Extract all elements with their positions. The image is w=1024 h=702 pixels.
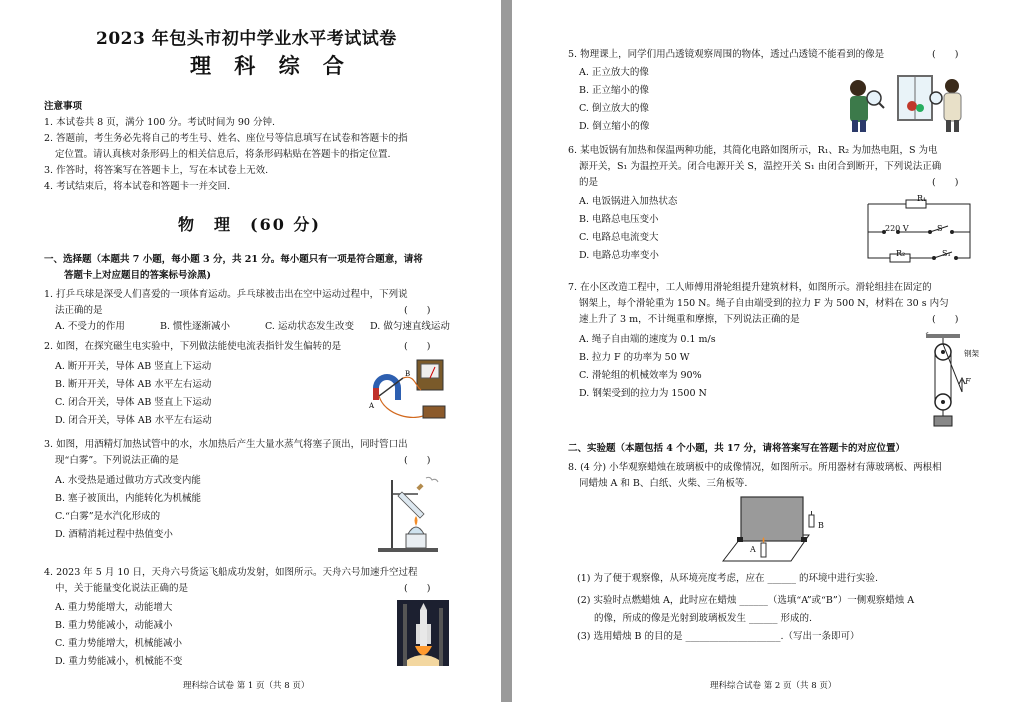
magnifier-figure	[840, 68, 976, 132]
part1-heading: 答题卡上对应题目的答案标号涂黑)	[64, 270, 211, 281]
test-tube-figure	[372, 474, 442, 554]
candle-a-label: A	[750, 545, 756, 554]
q1-option: B. 惯性逐渐减小	[160, 321, 231, 332]
q7-option: D. 钢架受到的拉力为 1500 N	[579, 388, 707, 399]
q3-option: D. 酒精消耗过程中热值变小	[55, 529, 173, 540]
svg-text:A: A	[369, 402, 375, 410]
q8-sub: 的像，所成的像是光射到玻璃板发生 ______ 形成的.	[594, 613, 813, 624]
q1-stem: 法正确的是	[55, 305, 103, 316]
q6-stem: 源开关，S₁ 为温控开关。闭合电源开关 S，温控开关 S₁ 由闭合到断开，下列说法正确	[579, 161, 942, 172]
q7-bracket: ( )	[932, 314, 959, 325]
svg-text:B: B	[405, 370, 411, 378]
q6-option: C. 电路总电流变大	[579, 232, 659, 243]
q5-stem: 5. 物理课上，同学们用凸透镜观察周围的物体，透过凸透镜不能看到的像是	[568, 49, 885, 60]
q3-stem: 现“白雾”。下列说法正确的是	[55, 455, 179, 466]
r2-label: R₂	[896, 249, 906, 258]
q6-stem: 6. 某电饭锅有加热和保温两种功能，其简化电路如图所示，R₁、R₂ 为加热电阻，S 为电	[568, 145, 938, 156]
q1-option: A. 不受力的作用	[55, 321, 125, 332]
q5-option: B. 正立缩小的像	[579, 85, 650, 96]
page-footer: 理科综合试卷 第 1 页（共 8 页）	[183, 681, 310, 691]
note-line: 3. 作答时，将答案写在答题卡上，写在本试卷上无效.	[44, 165, 269, 176]
notes-heading: 注意事项	[44, 101, 83, 112]
q1-option: C. 运动状态发生改变	[265, 321, 354, 332]
exam-page-1	[0, 0, 501, 702]
q3-option: B. 塞子被顶出，内能转化为机械能	[55, 493, 202, 504]
r1-label: R₁	[917, 194, 927, 203]
q3-stem: 3. 如图，用酒精灯加热试管中的水，水加热后产生大量水蒸气将塞子顶出，同时管口出	[44, 439, 408, 450]
q4-stem: 4. 2023 年 5 月 10 日，天舟六号货运飞船成功发射，如图所示。天舟六号加速升空过程	[44, 567, 418, 578]
q7-option: A. 绳子自由端的速度为 0.1 m/s	[579, 334, 716, 345]
q1-stem: 1. 打乒乓球是深受人们喜爱的一项体育运动。乒乓球被击出在空中运动过程中，下列说	[44, 289, 408, 300]
q7-stem: 速上升了 3 m，不计绳重和摩擦，下列说法正确的是	[579, 314, 800, 325]
frame-label: 钢架	[964, 349, 979, 358]
q8-stem: 8. (4 分) 小华观察蜡烛在玻璃板中的成像情况，如图所示。所用器材有薄玻璃板、两根相	[568, 462, 942, 473]
q5-option: C. 倒立放大的像	[579, 103, 649, 114]
candle-b-label: B	[818, 521, 824, 530]
q8-stem: 同蜡烛 A 和 B、白纸、火柴、三角板等.	[579, 478, 748, 489]
pulley-figure	[922, 332, 968, 428]
q4-option: C. 重力势能增大，机械能减小	[55, 638, 182, 649]
note-line: 2. 答题前，考生务必先将自己的考生号、姓名、座位号等信息填写在试卷和答题卡的指	[44, 133, 408, 144]
q4-option: D. 重力势能减小，机械能不变	[55, 656, 183, 667]
q6-bracket: ( )	[932, 177, 959, 188]
q8-sub: (2) 实验时点燃蜡烛 A，此时应在蜡烛 ______（选填“A”或“B”）一侧观察蜡烛 A	[577, 595, 915, 606]
q8-sub: (3) 选用蜡烛 B 的目的是 ____________________.（写出一条即可）	[577, 631, 860, 642]
note-line: 定位置。请认真核对条形码上的相关信息后，将条形码粘贴在答题卡的指定位置.	[55, 149, 391, 160]
q6-option: A. 电饭锅进入加热状态	[579, 196, 678, 207]
note-line: 1. 本试卷共 8 页，满分 100 分。考试时间为 90 分钟.	[44, 117, 275, 128]
force-label: F	[965, 377, 971, 386]
q1-bracket: ( )	[404, 305, 431, 316]
q6-option: B. 电路总电压变小	[579, 214, 659, 225]
q6-stem: 的是	[579, 177, 599, 188]
q4-stem: 中，关于能量变化说法正确的是	[55, 583, 189, 594]
magnet-circuit-figure	[365, 356, 455, 428]
q3-bracket: ( )	[404, 455, 431, 466]
q3-option: A. 水受热是通过做功方式改变内能	[55, 475, 201, 486]
exam-title: 2023 年包头市初中学业水平考试试卷	[96, 29, 397, 49]
q2-option: A. 断开开关，导体 AB 竖直上下运动	[55, 361, 212, 372]
q5-bracket: ( )	[932, 49, 959, 60]
q7-option: B. 拉力 F 的功率为 50 W	[579, 352, 690, 363]
page-footer: 理科综合试卷 第 2 页（共 8 页）	[710, 681, 837, 691]
q2-option: B. 断开开关，导体 AB 水平左右运动	[55, 379, 212, 390]
q2-option: C. 闭合开关，导体 AB 竖直上下运动	[55, 397, 212, 408]
q8-sub: (1) 为了便于观察像，从环境亮度考虑，应在 ______ 的环境中进行实验.	[577, 573, 879, 584]
exam-subtitle: 理 科 综 合	[190, 53, 352, 78]
q3-option: C.“白雾”是水汽化形成的	[55, 511, 161, 522]
mirror-candle-figure	[717, 493, 817, 565]
q2-bracket: ( )	[404, 341, 431, 352]
part2-heading: 二、实验题（本题包括 4 个小题，共 17 分，请将答案写在答题卡的对应位置）	[568, 443, 906, 454]
s-label: S	[937, 224, 943, 233]
q7-stem: 钢架上，每个滑轮重为 150 N。绳子自由端受到的拉力 F 为 500 N，材料在 30 s 内匀	[579, 298, 949, 309]
q4-option: A. 重力势能增大，动能增大	[55, 602, 173, 613]
section-title: 物 理 (60 分)	[178, 215, 321, 234]
q6-option: D. 电路总功率变小	[579, 250, 659, 261]
q4-option: B. 重力势能减小，动能减小	[55, 620, 173, 631]
q5-option: D. 倒立缩小的像	[579, 121, 650, 132]
q2-option: D. 闭合开关，导体 AB 水平左右运动	[55, 415, 212, 426]
rocket-photo	[397, 600, 449, 666]
voltage-label: 220 V	[885, 224, 909, 233]
q1-option: D. 做匀速直线运动	[370, 321, 450, 332]
q5-option: A. 正立放大的像	[579, 67, 649, 78]
q2-stem: 2. 如图，在探究磁生电实验中，下列做法能使电流表指针发生偏转的是	[44, 341, 342, 352]
q4-bracket: ( )	[404, 583, 431, 594]
exam-page-2	[512, 0, 1024, 702]
note-line: 4. 考试结束后，将本试卷和答题卡一并交回.	[44, 181, 231, 192]
q7-option: C. 滑轮组的机械效率为 90%	[579, 370, 702, 381]
s1-label: S₁	[942, 249, 951, 258]
q7-stem: 7. 在小区改造工程中，工人师傅用滑轮组提升建筑材料，如图所示。滑轮组挂在固定的	[568, 282, 932, 293]
part1-heading: 一、选择题（本题共 7 小题，每小题 3 分，共 21 分。每小题只有一项是符合题意，请将	[44, 254, 423, 265]
